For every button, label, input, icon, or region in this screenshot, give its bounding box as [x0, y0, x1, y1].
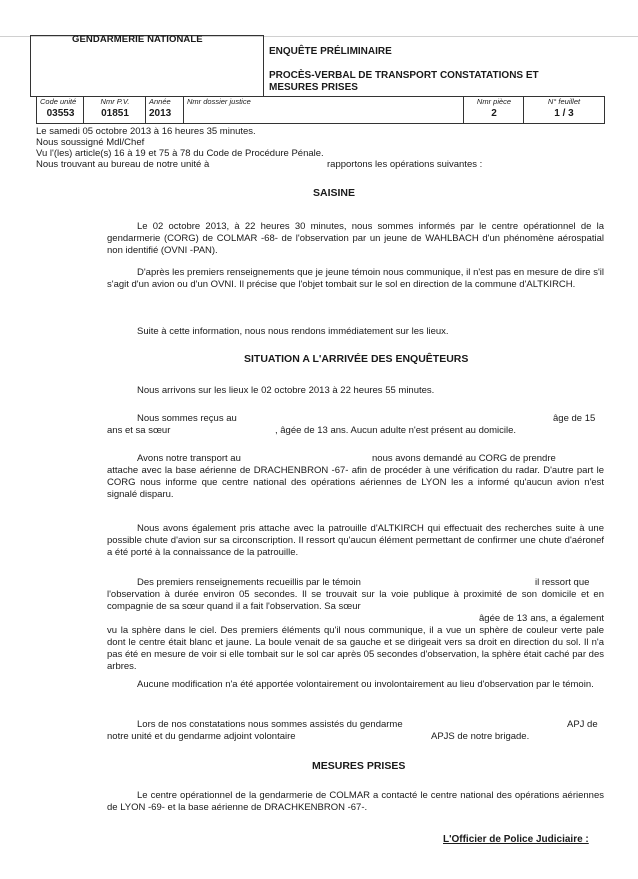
dossier-cell	[183, 96, 263, 124]
piece-cell	[463, 96, 524, 124]
situation-patrol: Nous avons également pris attache avec la patrouille d'ALTKIRCH qui effectuait des recherches suite à une possible chute d'avion sur sa circonscription. Il ressort qu'aucun élément permettant de confirmer une chute d'aéronef a été porté à la connaissance de la patrouille.	[107, 523, 604, 558]
document-type: ENQUÊTE PRÉLIMINAIRE	[269, 46, 392, 57]
heading-situation: SITUATION A L'ARRIVÉE DES ENQUÊTEURS	[244, 353, 469, 365]
intro-location: Nous trouvant au bureau de notre unité à	[36, 159, 210, 170]
situation-witness-b: il ressort que	[535, 577, 590, 588]
feuillet-cell	[523, 96, 605, 124]
situation-no-modification: Aucune modification n'a été apportée volontairement ou involontairement au lieu d'observation par le témoin.	[137, 679, 594, 690]
code-unite-value: 03553	[46, 108, 75, 119]
situation-witness-a: Des premiers renseignements recueillis par le témoin	[137, 577, 361, 588]
intro-date: Le samedi 05 octobre 2013 à 16 heures 35 minutes.	[36, 126, 256, 137]
agency-name: GENDARMERIE NATIONALE	[72, 34, 203, 45]
situation-witness-d: âgée de 13 ans, a également vu la sphère dans le ciel. Des premiers éléments qu'il nous communique, il a vue un sphère de couleur verte pale dont le centre était blanc et jaune. La boule venait de sa gauche et se dirigeait vers sa droit en direction du sol. Il n'a pas été en mesure de voir si elle tombait sur le sol car après 05 secondes d'observation, la sphère était caché par des arbres.	[107, 613, 604, 672]
document-title-line-1: PROCÈS-VERBAL DE TRANSPORT CONSTATATIONS ET	[269, 70, 539, 81]
situation-received-d: , âgée de 13 ans. Aucun adulte n'est présent au domicile.	[275, 425, 517, 436]
situation-received-b: âge de 15	[553, 413, 596, 424]
code-unite-label: Code unité	[40, 97, 77, 106]
saisine-paragraph-2: D'après les premiers renseignements que je jeune témoin nous communique, il n'est pas en mesure de dire s'il s'agit d'un avion ou d'un OVNI. Il précise que l'objet tombait sur le sol en direction de la commune d'ALTKIRCH.	[107, 267, 604, 290]
annee-cell	[145, 96, 184, 124]
situation-transport-b: nous avons demandé au CORG de prendre	[372, 453, 556, 464]
situation-arrival: Nous arrivons sur les lieux le 02 octobre 2013 à 22 heures 55 minutes.	[137, 385, 435, 396]
annee-value: 2013	[149, 108, 172, 119]
piece-label: Nmr pièce	[476, 97, 512, 106]
nmr-pv-cell	[83, 96, 146, 124]
situation-assist-b: APJ de	[567, 719, 598, 730]
blank-cell	[262, 96, 463, 124]
feuillet-label: N° feuillet	[547, 97, 581, 106]
annee-label: Année	[149, 97, 171, 106]
signature-label: L'Officier de Police Judiciaire :	[443, 834, 589, 845]
nmr-pv-label: Nmr P.V.	[100, 97, 130, 106]
situation-received-c: ans et sa sœur	[107, 425, 171, 436]
nmr-pv-value: 01851	[101, 108, 129, 119]
code-unite-cell	[36, 96, 84, 124]
situation-witness-c: l'observation à durée environ 05 secondes. Il se trouvait sur la voie publique à proximité de son domicile et en compagnie de sa sœur quand il a fait l'observation. Sa sœur	[107, 589, 604, 612]
piece-value: 2	[491, 108, 497, 119]
situation-transport-a: Avons notre transport au	[137, 453, 241, 464]
document-title-line-2: MESURES PRISES	[269, 82, 358, 93]
heading-saisine: SAISINE	[313, 187, 356, 199]
heading-mesures-prises: MESURES PRISES	[312, 760, 406, 772]
saisine-paragraph-3: Suite à cette information, nous nous rendons immédiatement sur les lieux.	[137, 326, 449, 337]
situation-transport-c: attache avec la base aérienne de DRACHENBRON -67- afin de procéder à une vérification du radar. D'autre part le CORG nous informe que centre national des opérations aériennes de LYON les a informé qu'aucun avion n'est signalé disparu.	[107, 465, 604, 500]
situation-assist-c: notre unité et du gendarme adjoint volontaire	[107, 731, 296, 742]
intro-operations: rapportons les opérations suivantes :	[327, 159, 483, 170]
situation-received-a: Nous sommes reçus au	[137, 413, 237, 424]
situation-assist-a: Lors de nos constatations nous sommes assistés du gendarme	[137, 719, 403, 730]
mesures-paragraph-1: Le centre opérationnel de la gendarmerie de COLMAR a contacté le centre national des opérations aériennes de LYON -69- et la base aérienne de DRACHKENBRON -67-.	[107, 790, 604, 813]
dossier-label: Nmr dossier justice	[187, 97, 251, 106]
feuillet-value: 1 / 3	[554, 108, 574, 119]
intro-articles: Vu l'(les) article(s) 16 à 19 et 75 à 78 du Code de Procédure Pénale.	[36, 148, 324, 159]
intro-signatory: Nous soussigné Mdl/Chef	[36, 137, 145, 148]
situation-assist-d: APJS de notre brigade.	[431, 731, 530, 742]
saisine-paragraph-1: Le 02 octobre 2013, à 22 heures 30 minutes, nous sommes informés par le centre opérationnel de la gendarmerie (CORG) de COLMAR -68- de l'observation par un jeune de WAHLBACH d'un phénomène aérospatial non identifié (OVNI -PAN).	[107, 221, 604, 256]
